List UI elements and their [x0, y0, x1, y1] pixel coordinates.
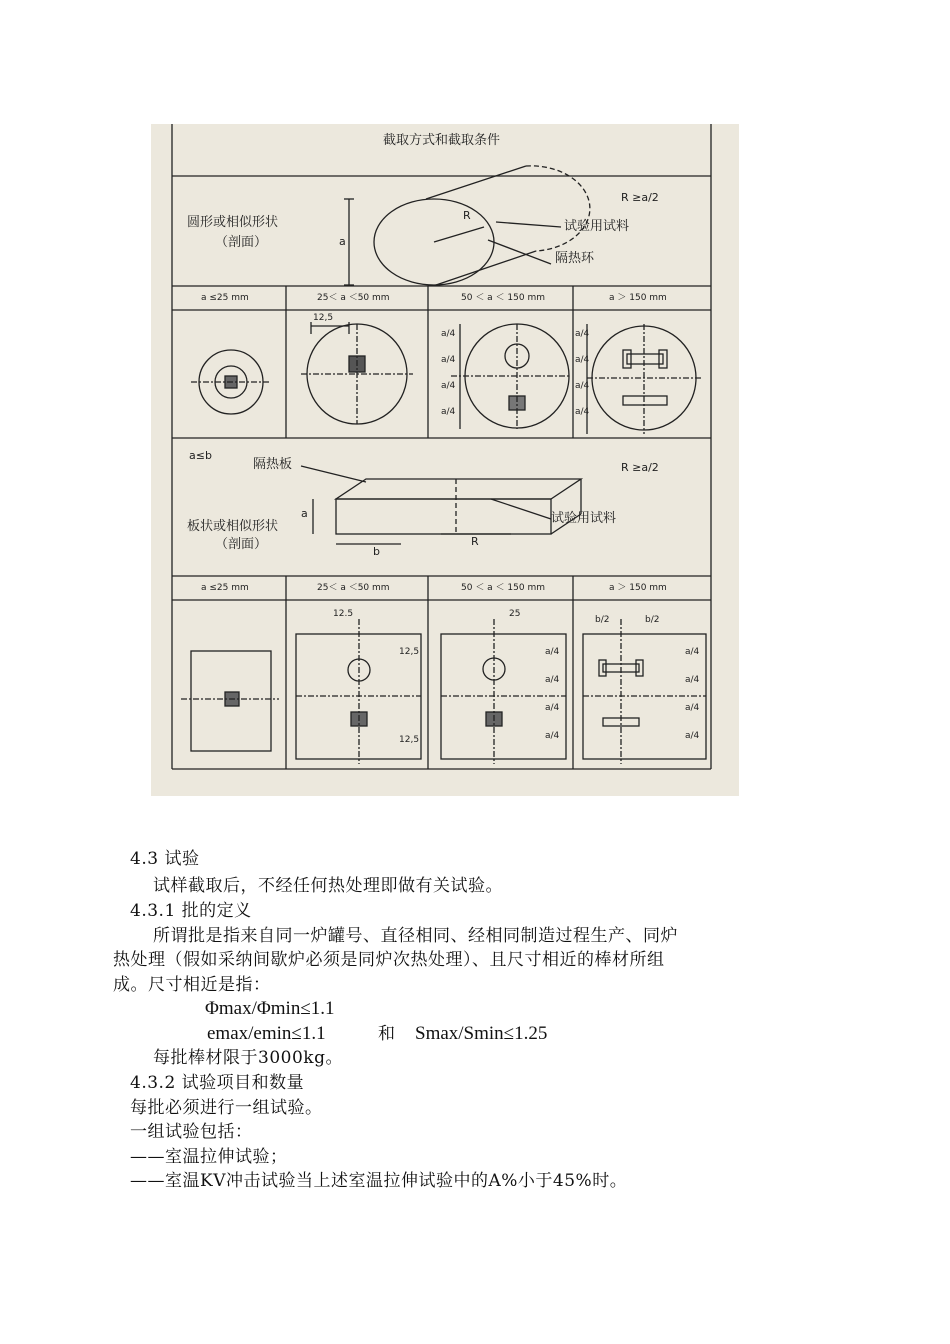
round-dim-r: R — [463, 209, 471, 222]
flat-half-b-2: b/2 — [645, 615, 660, 625]
figure-header: 截取方式和截取条件 — [383, 133, 501, 148]
round-dim-125: 12,5 — [313, 313, 334, 323]
round-quarter-5: a/4 — [575, 329, 590, 339]
formula-conjunction: 和 — [378, 1024, 396, 1044]
flat-quarter-1: a/4 — [545, 647, 560, 657]
flat-quarter-6: a/4 — [685, 675, 700, 685]
round-size-header-2: 25＜ a ＜50 mm — [317, 293, 390, 303]
round-size-header-3: 50 ＜ a ＜ 150 mm — [461, 293, 545, 303]
round-quarter-4: a/4 — [441, 407, 456, 417]
list-item-impact: ——室温KV冲击试验当上述室温拉伸试验中的A%小于45%时。 — [130, 1171, 628, 1191]
formula-section: Smax/Smin≤1.25 — [415, 1023, 548, 1044]
formula-thickness: emax/emin≤1.1 — [207, 1023, 326, 1044]
flat-sample-label: 试验用试料 — [551, 511, 617, 526]
formula-diameter: Φmax/Φmin≤1.1 — [205, 998, 335, 1019]
insulation-ring-label: 隔热环 — [555, 251, 595, 266]
paragraph-1: 试样截取后，不经任何热处理即做有关试验。 — [153, 876, 503, 896]
flat-quarter-7: a/4 — [685, 703, 700, 713]
section-heading-4-3-2: 4.3.2 试验项目和数量 — [130, 1073, 305, 1093]
round-quarter-7: a/4 — [575, 381, 590, 391]
paragraph-3: 每批棒材限于3000kg。 — [153, 1048, 343, 1068]
round-shape-label: 圆形或相似形状 — [187, 215, 279, 230]
paragraph-4: 每批必须进行一组试验。 — [130, 1098, 323, 1118]
round-quarter-3: a/4 — [441, 381, 456, 391]
flat-dim-r: R — [471, 535, 479, 548]
flat-quarter-5: a/4 — [685, 647, 700, 657]
flat-dim-125-top: 12.5 — [333, 609, 354, 619]
round-sample-label: 试验用试料 — [564, 219, 630, 234]
round-size-header-1: a ≤25 mm — [201, 293, 249, 303]
round-shape-sublabel: （剖面） — [215, 235, 268, 250]
round-size-header-4: a ＞ 150 mm — [609, 293, 667, 303]
round-quarter-2: a/4 — [441, 355, 456, 365]
list-item-tensile: ——室温拉伸试验； — [130, 1147, 288, 1167]
scanned-figure — [151, 124, 739, 796]
paragraph-2-line-2: 热处理（假如采纳间歇炉必须是同炉次热处理）、且尺寸相近的棒材所组 — [113, 950, 665, 970]
flat-condition-right: R ≥a/2 — [621, 461, 659, 474]
round-quarter-1: a/4 — [441, 329, 456, 339]
flat-half-b-1: b/2 — [595, 615, 610, 625]
flat-quarter-4: a/4 — [545, 731, 560, 741]
insulation-plate-label: 隔热板 — [253, 457, 293, 472]
flat-size-header-4: a ＞ 150 mm — [609, 583, 667, 593]
flat-dim-125-v1: 12,5 — [399, 647, 420, 657]
round-quarter-6: a/4 — [575, 355, 590, 365]
flat-size-header-2: 25＜ a ＜50 mm — [317, 583, 390, 593]
flat-size-header-1: a ≤25 mm — [201, 583, 249, 593]
flat-dim-25: 25 — [509, 609, 521, 619]
paragraph-2-line-1: 所谓批是指来自同一炉罐号、直径相同、经相同制造过程生产、同炉 — [153, 926, 678, 946]
round-dim-a: a — [339, 235, 346, 248]
flat-size-header-3: 50 ＜ a ＜ 150 mm — [461, 583, 545, 593]
section-heading-4-3-1: 4.3.1 批的定义 — [130, 901, 252, 921]
flat-quarter-8: a/4 — [685, 731, 700, 741]
flat-condition-left: a≤b — [189, 449, 212, 462]
paragraph-2-line-3: 成。尺寸相近是指： — [113, 975, 271, 995]
flat-dim-125-v2: 12,5 — [399, 735, 420, 745]
flat-dim-a: a — [301, 507, 308, 520]
paragraph-5: 一组试验包括： — [130, 1122, 253, 1142]
flat-quarter-2: a/4 — [545, 675, 560, 685]
flat-quarter-3: a/4 — [545, 703, 560, 713]
flat-shape-sublabel: （剖面） — [215, 537, 268, 552]
round-quarter-8: a/4 — [575, 407, 590, 417]
flat-shape-label: 板状或相似形状 — [187, 519, 279, 534]
section-heading-4-3: 4.3 试验 — [130, 849, 200, 869]
flat-dim-b: b — [373, 545, 380, 558]
round-condition: R ≥a/2 — [621, 191, 659, 204]
